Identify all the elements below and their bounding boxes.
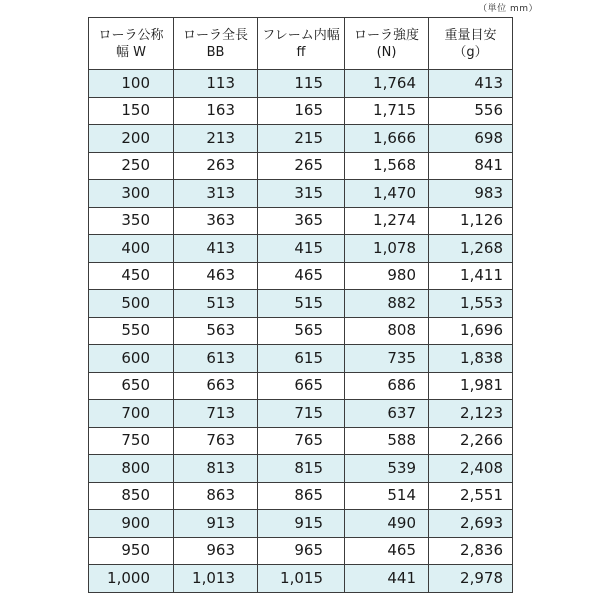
weight-cell: 556 [429,97,513,125]
frame-inner-width-cell: 965 [258,537,345,565]
frame-inner-width-cell: 915 [258,510,345,538]
table-body [89,70,513,593]
table-row [89,180,513,208]
nominal-width-cell: 750 [89,427,174,455]
roller-strength-cell: 1,764 [345,70,429,98]
table-row [89,207,513,235]
roller-strength-cell: 490 [345,510,429,538]
overall-length-cell: 513 [174,290,258,318]
frame-inner-width-cell: 315 [258,180,345,208]
overall-length-cell: 713 [174,400,258,428]
header-roller-strength [345,18,429,70]
roller-strength-cell: 637 [345,400,429,428]
weight-cell: 1,411 [429,262,513,290]
frame-inner-width-cell: 215 [258,125,345,153]
overall-length-cell: 313 [174,180,258,208]
table-row [89,510,513,538]
weight-cell: 413 [429,70,513,98]
header-label: フレーム内幅 [262,27,340,43]
frame-inner-width-cell: 515 [258,290,345,318]
weight-cell: 2,123 [429,400,513,428]
header-sublabel: 幅 W [116,44,146,60]
header-weight [429,18,513,70]
weight-cell: 1,981 [429,372,513,400]
table-row [89,345,513,373]
nominal-width-cell: 700 [89,400,174,428]
roller-strength-cell: 588 [345,427,429,455]
header-nominal-width [89,18,174,70]
frame-inner-width-cell: 1,015 [258,565,345,593]
header-sublabel: ff [296,44,306,60]
weight-cell: 841 [429,152,513,180]
header-sublabel: (N) [376,44,397,60]
frame-inner-width-cell: 765 [258,427,345,455]
overall-length-cell: 763 [174,427,258,455]
roller-strength-cell: 980 [345,262,429,290]
table-row [89,455,513,483]
unit-note: （単位 mm） [478,4,538,14]
header-label: 重量目安 [444,27,497,43]
header-overall-length [174,18,258,70]
overall-length-cell: 963 [174,537,258,565]
frame-inner-width-cell: 165 [258,97,345,125]
nominal-width-cell: 850 [89,482,174,510]
weight-cell: 2,836 [429,537,513,565]
overall-length-cell: 563 [174,317,258,345]
overall-length-cell: 913 [174,510,258,538]
table-row [89,262,513,290]
roller-strength-cell: 882 [345,290,429,318]
frame-inner-width-cell: 715 [258,400,345,428]
overall-length-cell: 163 [174,97,258,125]
weight-cell: 1,126 [429,207,513,235]
frame-inner-width-cell: 415 [258,235,345,263]
overall-length-cell: 113 [174,70,258,98]
frame-inner-width-cell: 115 [258,70,345,98]
nominal-width-cell: 300 [89,180,174,208]
overall-length-cell: 213 [174,125,258,153]
weight-cell: 1,268 [429,235,513,263]
table-row [89,537,513,565]
nominal-width-cell: 350 [89,207,174,235]
overall-length-cell: 413 [174,235,258,263]
nominal-width-cell: 200 [89,125,174,153]
roller-strength-cell: 1,470 [345,180,429,208]
table-row [89,400,513,428]
weight-cell: 2,408 [429,455,513,483]
overall-length-cell: 863 [174,482,258,510]
roller-spec-table [88,17,513,593]
weight-cell: 983 [429,180,513,208]
overall-length-cell: 663 [174,372,258,400]
roller-strength-cell: 1,666 [345,125,429,153]
header-label: ローラ公称 [98,27,164,43]
weight-cell: 1,696 [429,317,513,345]
frame-inner-width-cell: 815 [258,455,345,483]
header-label: ローラ強度 [353,27,419,43]
table-row [89,290,513,318]
header-label: ローラ全長 [182,27,248,43]
nominal-width-cell: 650 [89,372,174,400]
header-row [89,18,513,70]
table-row [89,152,513,180]
weight-cell: 2,266 [429,427,513,455]
header-sublabel: （g） [453,44,488,60]
nominal-width-cell: 150 [89,97,174,125]
frame-inner-width-cell: 565 [258,317,345,345]
roller-strength-cell: 1,078 [345,235,429,263]
roller-strength-cell: 808 [345,317,429,345]
overall-length-cell: 463 [174,262,258,290]
table-row [89,70,513,98]
roller-strength-cell: 539 [345,455,429,483]
table-row [89,427,513,455]
nominal-width-cell: 800 [89,455,174,483]
overall-length-cell: 363 [174,207,258,235]
table-row [89,317,513,345]
frame-inner-width-cell: 365 [258,207,345,235]
overall-length-cell: 613 [174,345,258,373]
nominal-width-cell: 950 [89,537,174,565]
roller-strength-cell: 735 [345,345,429,373]
roller-strength-cell: 465 [345,537,429,565]
weight-cell: 1,838 [429,345,513,373]
weight-cell: 2,978 [429,565,513,593]
nominal-width-cell: 900 [89,510,174,538]
weight-cell: 2,693 [429,510,513,538]
table-row [89,565,513,593]
nominal-width-cell: 600 [89,345,174,373]
weight-cell: 1,553 [429,290,513,318]
frame-inner-width-cell: 615 [258,345,345,373]
overall-length-cell: 813 [174,455,258,483]
table-row [89,372,513,400]
frame-inner-width-cell: 665 [258,372,345,400]
nominal-width-cell: 450 [89,262,174,290]
nominal-width-cell: 550 [89,317,174,345]
frame-inner-width-cell: 865 [258,482,345,510]
frame-inner-width-cell: 465 [258,262,345,290]
roller-strength-cell: 1,274 [345,207,429,235]
roller-strength-cell: 514 [345,482,429,510]
table-row [89,97,513,125]
nominal-width-cell: 500 [89,290,174,318]
nominal-width-cell: 1,000 [89,565,174,593]
roller-strength-cell: 686 [345,372,429,400]
overall-length-cell: 1,013 [174,565,258,593]
roller-strength-cell: 1,715 [345,97,429,125]
roller-strength-cell: 441 [345,565,429,593]
weight-cell: 2,551 [429,482,513,510]
nominal-width-cell: 250 [89,152,174,180]
frame-inner-width-cell: 265 [258,152,345,180]
header-frame-inner-width [258,18,345,70]
roller-strength-cell: 1,568 [345,152,429,180]
table-row [89,235,513,263]
table-row [89,482,513,510]
table-row [89,125,513,153]
nominal-width-cell: 100 [89,70,174,98]
overall-length-cell: 263 [174,152,258,180]
header-sublabel: BB [206,44,225,60]
nominal-width-cell: 400 [89,235,174,263]
weight-cell: 698 [429,125,513,153]
